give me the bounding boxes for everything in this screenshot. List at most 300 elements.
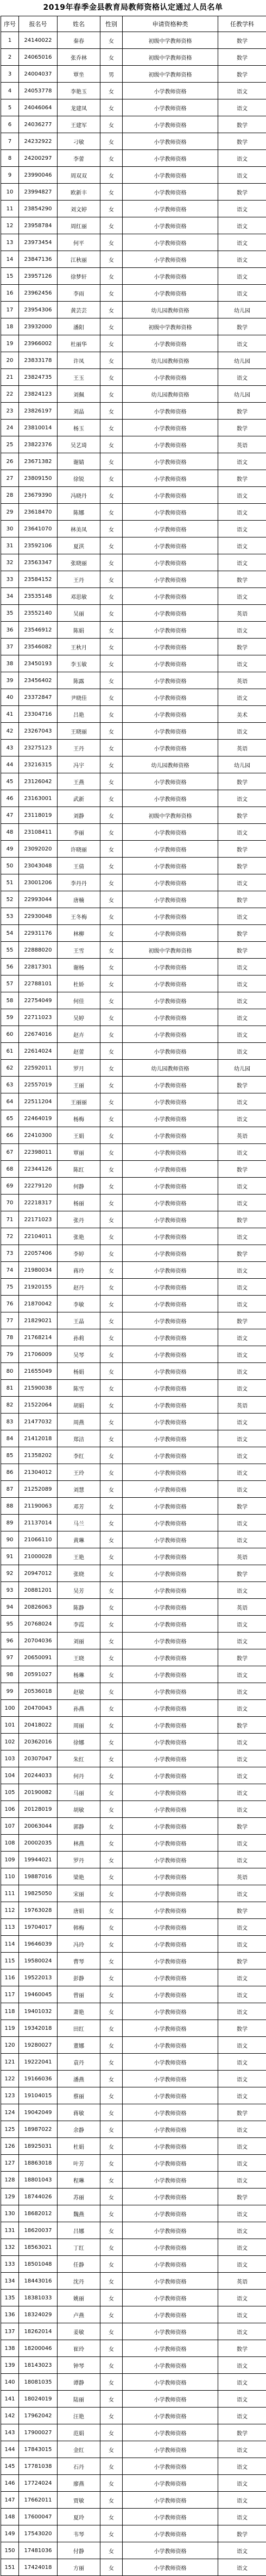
cell-gender: 女 <box>100 2189 123 2205</box>
cell-subject: 语文 <box>218 1616 266 1633</box>
cell-subject: 语文 <box>218 2205 266 2222</box>
cell-cert-type: 小学教师资格 <box>123 201 218 217</box>
table-row <box>1 2306 266 2323</box>
cell-gender: 女 <box>100 453 123 470</box>
cell-subject: 数学 <box>218 116 266 133</box>
cell-subject: 语文 <box>218 554 266 571</box>
cell-reg-no: 22888020 <box>19 942 58 959</box>
cell-index: 89 <box>1 1515 19 1531</box>
cell-gender: 女 <box>100 689 123 706</box>
cell-subject: 语文 <box>218 2087 266 2104</box>
cell-subject: 语文 <box>218 1633 266 1649</box>
cell-name: 李艳玉 <box>58 83 100 99</box>
cell-subject: 语文 <box>218 824 266 841</box>
cell-name: 廖燕 <box>58 2475 100 2492</box>
cell-gender: 女 <box>100 302 123 318</box>
cell-gender: 女 <box>100 504 123 521</box>
cell-reg-no: 20307047 <box>19 1750 58 1767</box>
table-row <box>1 1750 266 1767</box>
cell-cert-type: 小学教师资格 <box>123 1683 218 1700</box>
cell-index: 131 <box>1 2222 19 2239</box>
cell-gender: 女 <box>100 2205 123 2222</box>
cell-gender: 女 <box>100 723 123 740</box>
cell-subject: 语文 <box>218 1666 266 1683</box>
cell-gender: 女 <box>100 1565 123 1582</box>
cell-name: 陈静 <box>58 1599 100 1616</box>
cell-index: 83 <box>1 1414 19 1430</box>
table-row <box>1 32 266 49</box>
cell-reg-no: 18443016 <box>19 2273 58 2290</box>
cell-gender: 女 <box>100 655 123 672</box>
cell-subject: 语文 <box>218 369 266 386</box>
header-subject: 任教学科 <box>218 16 266 32</box>
cell-reg-no: 21066110 <box>19 1531 58 1548</box>
cell-reg-no: 19825050 <box>19 1885 58 1902</box>
table-row <box>1 1717 266 1734</box>
cell-cert-type: 小学教师资格 <box>123 1430 218 1447</box>
cell-subject: 语文 <box>218 2172 266 2189</box>
cell-subject: 英语 <box>218 436 266 453</box>
cell-reg-no: 21000028 <box>19 1548 58 1565</box>
table-row <box>1 1734 266 1750</box>
cell-subject: 语文 <box>218 150 266 167</box>
cell-index: 97 <box>1 1649 19 1666</box>
cell-gender: 女 <box>100 1835 123 1852</box>
cell-reg-no: 23267043 <box>19 723 58 740</box>
cell-cert-type: 小学教师资格 <box>123 1009 218 1026</box>
cell-reg-no: 23163001 <box>19 790 58 807</box>
cell-index: 134 <box>1 2273 19 2290</box>
cell-name: 杜娇 <box>58 976 100 992</box>
cell-cert-type: 小学教师资格 <box>123 1818 218 1835</box>
cell-gender: 女 <box>100 756 123 773</box>
cell-index: 151 <box>1 2559 19 2576</box>
cell-gender: 女 <box>100 268 123 285</box>
cell-index: 17 <box>1 302 19 318</box>
table-row <box>1 318 266 335</box>
cell-subject: 语文 <box>218 790 266 807</box>
cell-index: 4 <box>1 83 19 99</box>
cell-cert-type: 小学教师资格 <box>123 2391 218 2408</box>
cell-reg-no: 20063044 <box>19 1818 58 1835</box>
cell-name: 吴琴 <box>58 1346 100 1363</box>
cell-reg-no: 23618470 <box>19 504 58 521</box>
cell-gender: 女 <box>100 1936 123 1953</box>
cell-reg-no: 23994827 <box>19 184 58 201</box>
cell-reg-no: 21870042 <box>19 1296 58 1312</box>
cell-subject: 语文 <box>218 1296 266 1312</box>
cell-subject: 语文 <box>218 1380 266 1397</box>
cell-index: 2 <box>1 49 19 66</box>
table-row <box>1 2104 266 2121</box>
cell-cert-type: 初级中学教师资格 <box>123 942 218 959</box>
cell-reg-no: 22410300 <box>19 1127 58 1144</box>
cell-subject: 语文 <box>218 1515 266 1531</box>
cell-cert-type: 小学教师资格 <box>123 976 218 992</box>
cell-gender: 女 <box>100 858 123 874</box>
cell-cert-type: 小学教师资格 <box>123 1447 218 1464</box>
cell-name: 胡娟 <box>58 1397 100 1414</box>
cell-reg-no: 20881201 <box>19 1582 58 1599</box>
cell-gender: 女 <box>100 925 123 942</box>
cell-cert-type: 初级中学教师资格 <box>123 49 218 66</box>
cell-cert-type: 小学教师资格 <box>123 2020 218 2037</box>
cell-name: 潘燕 <box>58 2071 100 2087</box>
cell-reg-no: 23957126 <box>19 268 58 285</box>
table-row <box>1 369 266 386</box>
cell-gender: 女 <box>100 672 123 689</box>
cell-reg-no: 22930048 <box>19 908 58 925</box>
cell-index: 50 <box>1 858 19 874</box>
cell-name: 冯玲 <box>58 1936 100 1953</box>
cell-subject: 数学 <box>218 2020 266 2037</box>
cell-reg-no: 20362016 <box>19 1734 58 1750</box>
table-row <box>1 201 266 217</box>
cell-name: 许晓丽 <box>58 841 100 858</box>
cell-cert-type: 小学教师资格 <box>123 908 218 925</box>
cell-cert-type: 小学教师资格 <box>123 874 218 891</box>
cell-gender: 女 <box>100 1228 123 1245</box>
cell-subject: 数学 <box>218 1902 266 1919</box>
cell-gender: 女 <box>100 2138 123 2155</box>
cell-subject: 数学 <box>218 925 266 942</box>
cell-name: 赵蕾 <box>58 1043 100 1060</box>
cell-index: 57 <box>1 976 19 992</box>
cell-reg-no: 20650091 <box>19 1649 58 1666</box>
table-row <box>1 639 266 655</box>
cell-subject: 语文 <box>218 2357 266 2374</box>
cell-cert-type: 小学教师资格 <box>123 1953 218 1969</box>
table-row <box>1 1009 266 1026</box>
cell-name: 赵卉 <box>58 1026 100 1043</box>
table-row <box>1 2357 266 2374</box>
table-row <box>1 2559 266 2576</box>
cell-name: 吴婷 <box>58 1009 100 1026</box>
cell-gender: 女 <box>100 116 123 133</box>
cell-cert-type: 小学教师资格 <box>123 2357 218 2374</box>
cell-subject: 幼儿园 <box>218 386 266 403</box>
cell-index: 74 <box>1 1262 19 1279</box>
cell-reg-no: 23456402 <box>19 672 58 689</box>
cell-index: 12 <box>1 217 19 234</box>
cell-name: 李丽 <box>58 824 100 841</box>
cell-reg-no: 21920155 <box>19 1279 58 1296</box>
document-title: 2019年春季金县教育局教师资格认定通过人员名单 <box>0 0 266 16</box>
cell-reg-no: 22279120 <box>19 1178 58 1195</box>
cell-index: 69 <box>1 1178 19 1195</box>
table-row <box>1 622 266 639</box>
cell-name: 韩梅 <box>58 1919 100 1936</box>
cell-reg-no: 21980034 <box>19 1262 58 1279</box>
cell-reg-no: 22931176 <box>19 925 58 942</box>
cell-name: 刘晶 <box>58 403 100 420</box>
cell-reg-no: 19763028 <box>19 1902 58 1919</box>
cell-subject: 语文 <box>218 99 266 116</box>
cell-subject: 数学 <box>218 1498 266 1515</box>
cell-name: 田红 <box>58 2020 100 2037</box>
table-row <box>1 1262 266 1279</box>
cell-index: 94 <box>1 1599 19 1616</box>
cell-subject: 语文 <box>218 1969 266 1986</box>
cell-name: 吴芳 <box>58 1582 100 1599</box>
cell-name: 吕娜 <box>58 2222 100 2239</box>
table-row <box>1 841 266 858</box>
cell-name: 李红 <box>58 1447 100 1464</box>
cell-cert-type: 小学教师资格 <box>123 2458 218 2475</box>
cell-gender: 女 <box>100 1548 123 1565</box>
roster-table <box>1 16 266 2576</box>
cell-cert-type: 小学教师资格 <box>123 841 218 858</box>
cell-name: 赵敏 <box>58 1683 100 1700</box>
cell-reg-no: 24232922 <box>19 133 58 150</box>
table-row <box>1 1178 266 1195</box>
cell-index: 33 <box>1 571 19 588</box>
cell-cert-type: 小学教师资格 <box>123 1784 218 1801</box>
cell-subject: 数学 <box>218 807 266 824</box>
table-row <box>1 1531 266 1548</box>
table-row <box>1 1515 266 1531</box>
cell-cert-type: 幼儿园教师资格 <box>123 1060 218 1077</box>
cell-index: 149 <box>1 2525 19 2542</box>
cell-gender: 女 <box>100 2256 123 2273</box>
cell-gender: 女 <box>100 554 123 571</box>
cell-cert-type: 小学教师资格 <box>123 335 218 352</box>
cell-subject: 美术 <box>218 706 266 723</box>
cell-reg-no: 20128019 <box>19 1801 58 1818</box>
cell-subject: 语文 <box>218 2475 266 2492</box>
cell-subject: 数学 <box>218 420 266 436</box>
cell-reg-no: 24200297 <box>19 150 58 167</box>
cell-reg-no: 17781038 <box>19 2458 58 2475</box>
cell-gender: 女 <box>100 403 123 420</box>
cell-index: 90 <box>1 1531 19 1548</box>
cell-reg-no: 24046064 <box>19 99 58 116</box>
table-row <box>1 554 266 571</box>
cell-gender: 女 <box>100 891 123 908</box>
table-row <box>1 116 266 133</box>
cell-gender: 女 <box>100 1363 123 1380</box>
cell-gender: 女 <box>100 352 123 369</box>
cell-gender: 女 <box>100 1397 123 1414</box>
cell-gender: 女 <box>100 2542 123 2559</box>
cell-gender: 女 <box>100 369 123 386</box>
cell-subject: 语文 <box>218 1700 266 1717</box>
cell-index: 54 <box>1 925 19 942</box>
table-row <box>1 1835 266 1852</box>
cell-name: 张晓 <box>58 1565 100 1582</box>
cell-gender: 女 <box>100 2172 123 2189</box>
cell-name: 陆丽 <box>58 2391 100 2408</box>
cell-name: 胡敏 <box>58 1801 100 1818</box>
cell-index: 30 <box>1 521 19 537</box>
table-row <box>1 1936 266 1953</box>
cell-subject: 语文 <box>218 537 266 554</box>
cell-index: 27 <box>1 470 19 487</box>
cell-index: 150 <box>1 2542 19 2559</box>
table-row <box>1 1649 266 1666</box>
cell-cert-type: 小学教师资格 <box>123 2037 218 2054</box>
cell-name: 萧艳 <box>58 2003 100 2020</box>
cell-reg-no: 21768214 <box>19 1329 58 1346</box>
cell-index: 34 <box>1 588 19 605</box>
table-row <box>1 1110 266 1127</box>
cell-cert-type: 小学教师资格 <box>123 150 218 167</box>
cell-subject: 数学 <box>218 1649 266 1666</box>
table-row <box>1 2087 266 2104</box>
table-row <box>1 251 266 268</box>
table-row <box>1 807 266 824</box>
table-row <box>1 352 266 369</box>
cell-name: 曾丽 <box>58 1986 100 2003</box>
table-row <box>1 2441 266 2458</box>
cell-gender: 女 <box>100 1195 123 1211</box>
cell-reg-no: 23552140 <box>19 605 58 622</box>
cell-cert-type: 小学教师资格 <box>123 2256 218 2273</box>
header-reg-no: 报名号 <box>19 16 58 32</box>
cell-cert-type: 小学教师资格 <box>123 436 218 453</box>
cell-cert-type: 小学教师资格 <box>123 706 218 723</box>
cell-cert-type: 小学教师资格 <box>123 1195 218 1211</box>
cell-name: 徐梦轩 <box>58 268 100 285</box>
cell-index: 32 <box>1 554 19 571</box>
cell-gender: 女 <box>100 2492 123 2509</box>
cell-reg-no: 23671382 <box>19 453 58 470</box>
cell-name: 刘静 <box>58 807 100 824</box>
cell-subject: 数学 <box>218 184 266 201</box>
cell-cert-type: 小学教师资格 <box>123 2475 218 2492</box>
table-row <box>1 1852 266 1868</box>
cell-reg-no: 19280027 <box>19 2037 58 2054</box>
cell-name: 王建军 <box>58 116 100 133</box>
cell-gender: 女 <box>100 1414 123 1430</box>
cell-cert-type: 初级中学教师资格 <box>123 66 218 83</box>
cell-subject: 语文 <box>218 2003 266 2020</box>
cell-subject: 语文 <box>218 2306 266 2323</box>
cell-name: 蒋敏 <box>58 2104 100 2121</box>
cell-cert-type: 小学教师资格 <box>123 2509 218 2525</box>
cell-cert-type: 小学教师资格 <box>123 655 218 672</box>
cell-index: 71 <box>1 1211 19 1228</box>
cell-index: 24 <box>1 420 19 436</box>
cell-index: 141 <box>1 2391 19 2408</box>
cell-index: 1 <box>1 32 19 49</box>
cell-subject: 语文 <box>218 268 266 285</box>
cell-subject: 语文 <box>218 1683 266 1700</box>
cell-cert-type: 小学教师资格 <box>123 1161 218 1178</box>
cell-gender: 女 <box>100 386 123 403</box>
table-row <box>1 706 266 723</box>
cell-cert-type: 小学教师资格 <box>123 1936 218 1953</box>
cell-name: 王娟 <box>58 1127 100 1144</box>
cell-index: 70 <box>1 1195 19 1211</box>
cell-index: 25 <box>1 436 19 453</box>
table-row <box>1 1969 266 1986</box>
table-row <box>1 942 266 959</box>
cell-cert-type: 小学教师资格 <box>123 824 218 841</box>
cell-gender: 女 <box>100 1380 123 1397</box>
cell-name: 张艳 <box>58 1228 100 1245</box>
cell-cert-type: 初级中学教师资格 <box>123 807 218 824</box>
cell-gender: 女 <box>100 1649 123 1666</box>
cell-reg-no: 22592011 <box>19 1060 58 1077</box>
cell-gender: 女 <box>100 1430 123 1447</box>
cell-cert-type: 小学教师资格 <box>123 2323 218 2340</box>
cell-name: 魏燕 <box>58 2205 100 2222</box>
cell-reg-no: 21829021 <box>19 1312 58 1329</box>
cell-cert-type: 小学教师资格 <box>123 858 218 874</box>
cell-subject: 语文 <box>218 992 266 1009</box>
cell-name: 张乔林 <box>58 49 100 66</box>
cell-gender: 女 <box>100 2239 123 2256</box>
cell-gender: 女 <box>100 2104 123 2121</box>
cell-index: 62 <box>1 1060 19 1077</box>
cell-reg-no: 19522013 <box>19 1969 58 1986</box>
cell-name: 谢婧 <box>58 453 100 470</box>
cell-subject: 语文 <box>218 201 266 217</box>
cell-subject: 语文 <box>218 1093 266 1110</box>
cell-gender: 女 <box>100 1245 123 1262</box>
cell-name: 曹琴 <box>58 1953 100 1969</box>
cell-index: 61 <box>1 1043 19 1060</box>
cell-index: 146 <box>1 2475 19 2492</box>
cell-subject: 语文 <box>218 1919 266 1936</box>
cell-subject: 语文 <box>218 234 266 251</box>
cell-name: 徐锐 <box>58 470 100 487</box>
cell-index: 28 <box>1 487 19 504</box>
cell-reg-no: 23450193 <box>19 655 58 672</box>
cell-cert-type: 小学教师资格 <box>123 1531 218 1548</box>
cell-gender: 女 <box>100 2037 123 2054</box>
cell-subject: 语文 <box>218 2374 266 2391</box>
cell-cert-type: 小学教师资格 <box>123 622 218 639</box>
table-row <box>1 1312 266 1329</box>
table-row <box>1 1346 266 1363</box>
cell-reg-no: 21137014 <box>19 1515 58 1531</box>
cell-name: 王晓丽 <box>58 723 100 740</box>
cell-reg-no: 23962456 <box>19 285 58 302</box>
cell-cert-type: 小学教师资格 <box>123 2290 218 2306</box>
cell-gender: 女 <box>100 2020 123 2037</box>
table-row <box>1 858 266 874</box>
table-row <box>1 521 266 537</box>
cell-subject: 语文 <box>218 1144 266 1161</box>
cell-name: 邓思敏 <box>58 588 100 605</box>
table-row <box>1 1161 266 1178</box>
header-index: 序号 <box>1 16 19 32</box>
cell-cert-type: 小学教师资格 <box>123 2054 218 2071</box>
cell-reg-no: 23535148 <box>19 588 58 605</box>
table-row <box>1 1363 266 1380</box>
cell-cert-type: 小学教师资格 <box>123 2155 218 2172</box>
cell-gender: 女 <box>100 2475 123 2492</box>
cell-name: 张丹 <box>58 1211 100 1228</box>
cell-index: 112 <box>1 1902 19 1919</box>
cell-index: 3 <box>1 66 19 83</box>
cell-gender: 女 <box>100 1852 123 1868</box>
cell-reg-no: 17424018 <box>19 2559 58 2576</box>
table-row <box>1 2054 266 2071</box>
table-row <box>1 2492 266 2509</box>
cell-index: 99 <box>1 1683 19 1700</box>
cell-name: 范娟 <box>58 2424 100 2441</box>
table-row <box>1 1043 266 1060</box>
cell-gender: 女 <box>100 83 123 99</box>
cell-subject: 语文 <box>218 1228 266 1245</box>
cell-reg-no: 17481036 <box>19 2542 58 2559</box>
cell-index: 55 <box>1 942 19 959</box>
cell-cert-type: 小学教师资格 <box>123 537 218 554</box>
cell-subject: 英语 <box>218 1868 266 1885</box>
